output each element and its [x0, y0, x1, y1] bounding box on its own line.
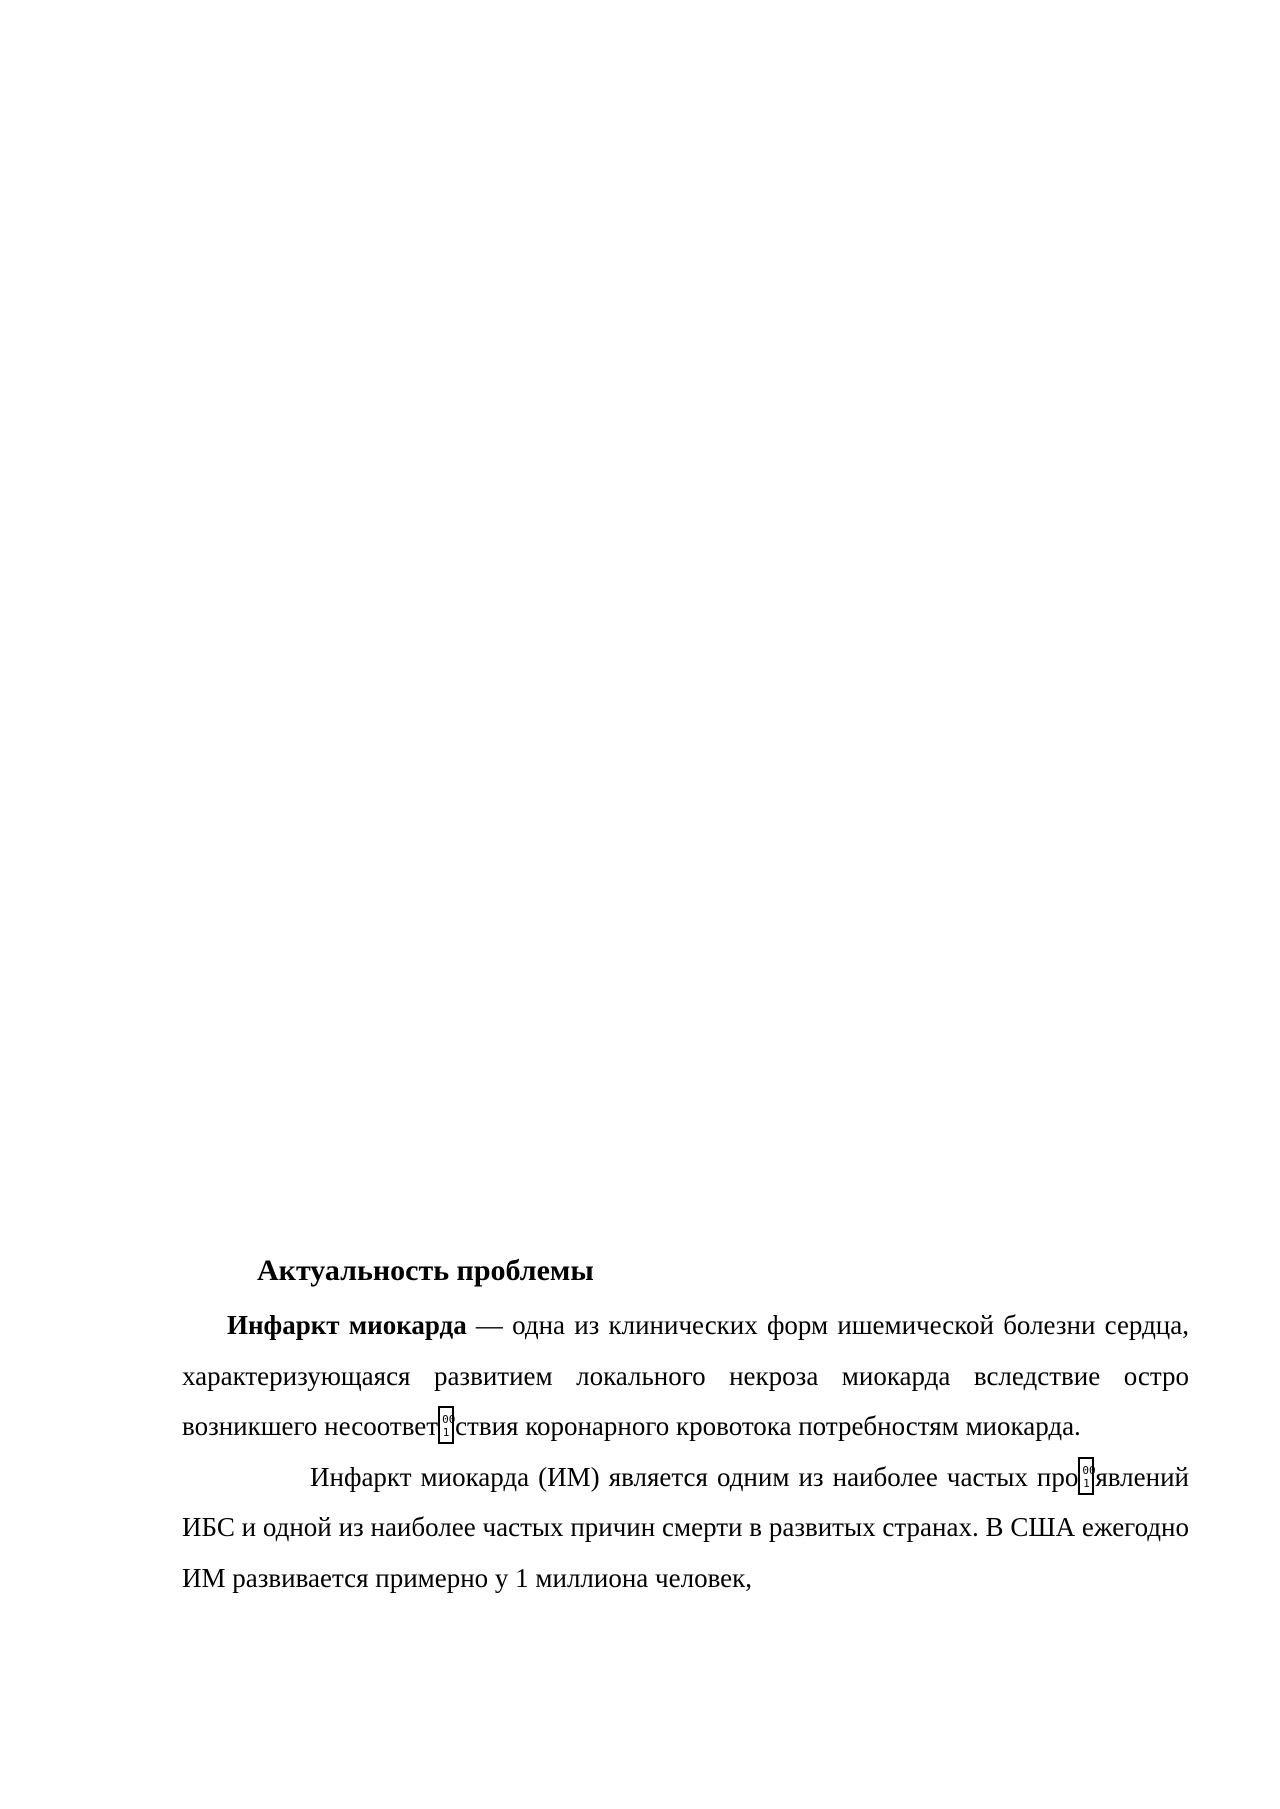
paragraph-text-part: явлений ИБС и одной из наиболее частых причин смерти в развитых странах. В США ежегодно ИМ развивается примерно у 1 миллиона человек,	[182, 1461, 1189, 1593]
missing-glyph-code-top: 00	[1082, 1463, 1096, 1477]
paragraph-definition	[182, 1300, 1189, 1452]
missing-glyph-code-bottom: 1	[442, 1426, 450, 1439]
document-body	[182, 1246, 1189, 1603]
missing-glyph-code-top: 00	[442, 1413, 456, 1426]
bold-term: Инфаркт миокарда	[227, 1310, 467, 1340]
missing-glyph-icon	[438, 1406, 454, 1444]
missing-glyph-icon	[1078, 1457, 1094, 1495]
missing-glyph-code-bottom: 1	[1083, 1476, 1090, 1490]
paragraph-text-part: ствия коронарного кровотока потребностям миокарда.	[455, 1411, 1081, 1441]
paragraph-statistics	[182, 1452, 1189, 1604]
section-heading: Актуальность проблемы	[257, 1254, 594, 1287]
paragraph-text-part: Инфаркт миокарда (ИМ) является одним из наиболее частых про	[310, 1461, 1079, 1492]
paragraph-text-part: — одна из клинических форм ишемической болезни сердца, характеризующаяся развитием локального некроза миокарда вследствие остро возникшего несоответ	[182, 1310, 1189, 1441]
